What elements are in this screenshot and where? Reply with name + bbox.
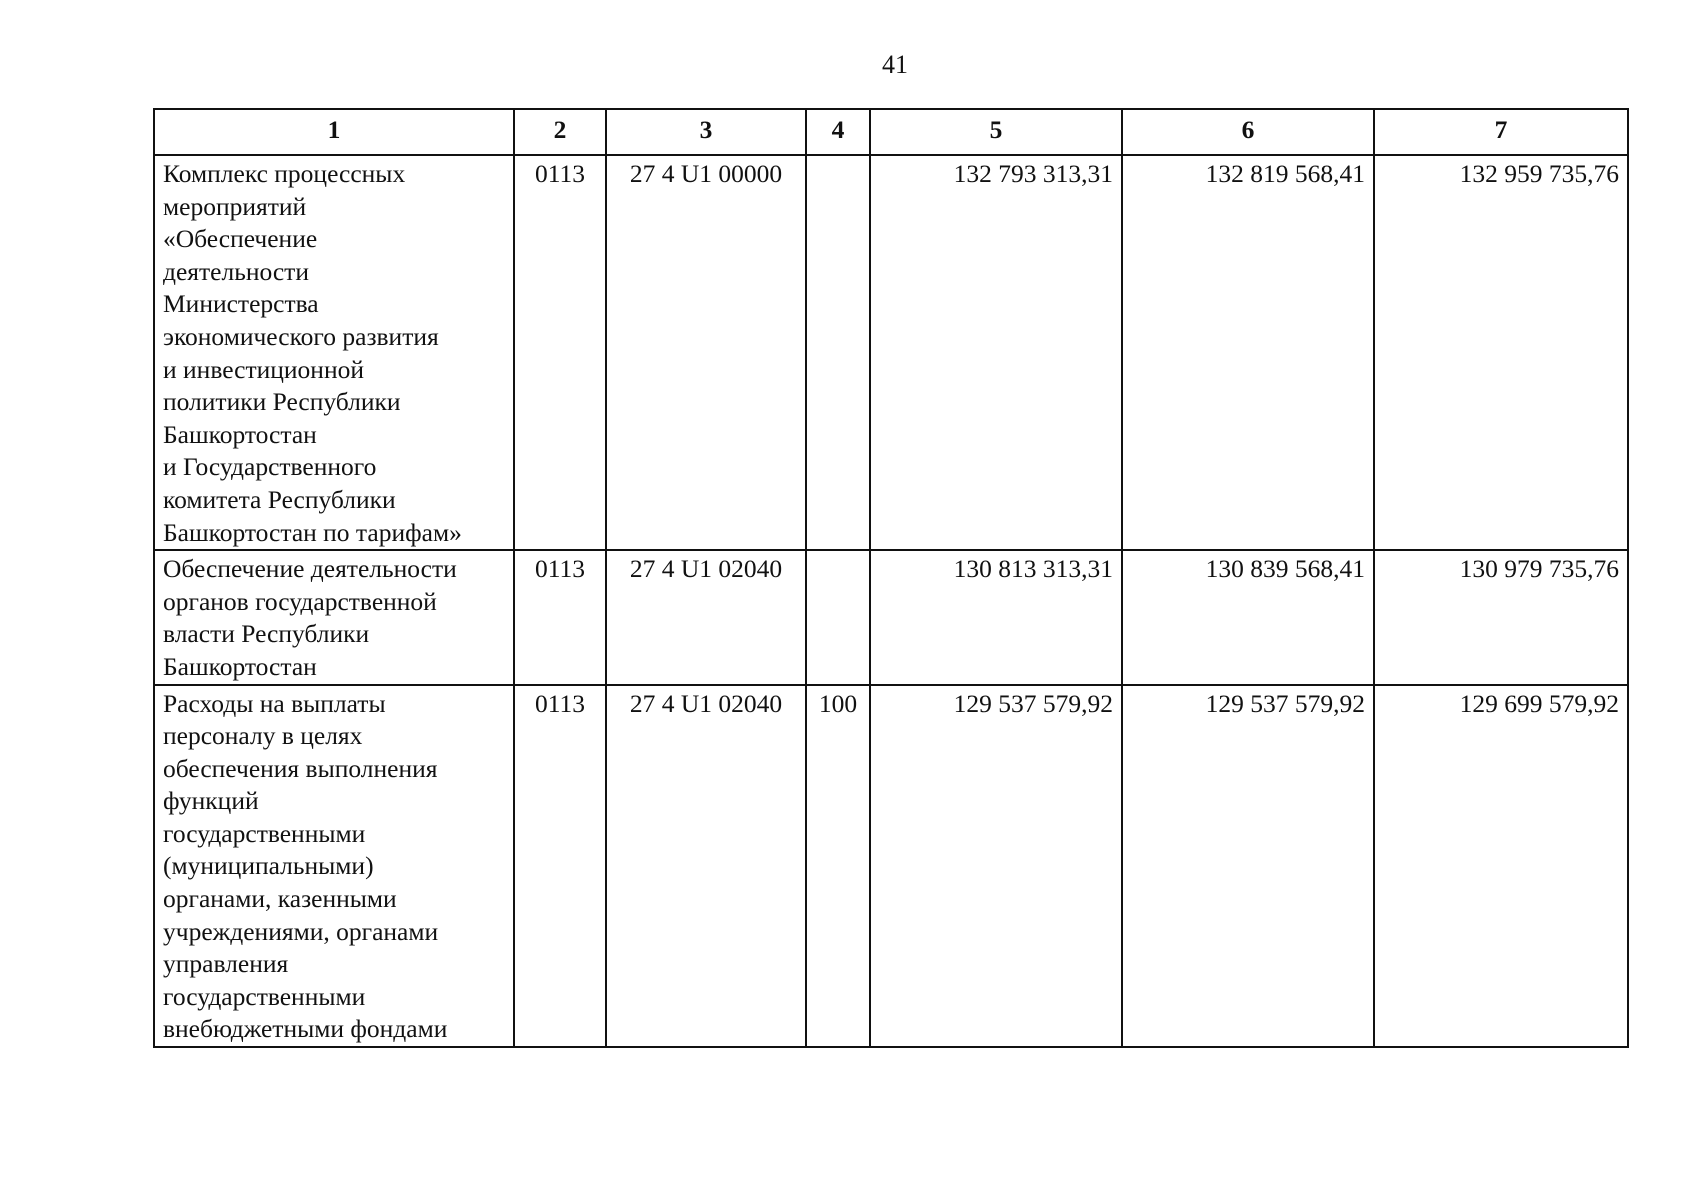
row-target-code: 27 4 U1 00000 (606, 155, 806, 550)
row-expense-type: 100 (806, 685, 870, 1048)
row-amount-col-7: 132 959 735,76 (1374, 155, 1628, 550)
row-section-code: 0113 (514, 550, 606, 684)
row-section-code: 0113 (514, 155, 606, 550)
row-target-code: 27 4 U1 02040 (606, 685, 806, 1048)
header-row (154, 109, 1628, 155)
row-amount-col-5: 132 793 313,31 (870, 155, 1122, 550)
row-section-code: 0113 (514, 685, 606, 1048)
header-col-5: 5 (870, 109, 1122, 155)
row-name: Комплекс процессных мероприятий «Обеспечение деятельности Министерства экономического развития и инвестиционной политики Республики Башкортостан и Государственного комитета Республики Башкортостан по тарифам» (154, 155, 514, 550)
row-amount-col-7: 129 699 579,92 (1374, 685, 1628, 1048)
budget-table (153, 108, 1629, 1048)
header-col-7: 7 (1374, 109, 1628, 155)
row-target-code: 27 4 U1 02040 (606, 550, 806, 684)
row-amount-col-7: 130 979 735,76 (1374, 550, 1628, 684)
header-col-3: 3 (606, 109, 806, 155)
table-row (154, 685, 1628, 1048)
row-amount-col-6: 132 819 568,41 (1122, 155, 1374, 550)
header-col-6: 6 (1122, 109, 1374, 155)
row-name: Расходы на выплаты персоналу в целях обеспечения выполнения функций государственными (муниципальными) органами, казенными учреждениями, органами управления государственными внебюджетными фондами (154, 685, 514, 1048)
row-amount-col-6: 130 839 568,41 (1122, 550, 1374, 684)
row-expense-type (806, 155, 870, 550)
row-expense-type (806, 550, 870, 684)
row-amount-col-5: 130 813 313,31 (870, 550, 1122, 684)
row-amount-col-5: 129 537 579,92 (870, 685, 1122, 1048)
row-name: Обеспечение деятельности органов государственной власти Республики Башкортостан (154, 550, 514, 684)
header-col-4: 4 (806, 109, 870, 155)
row-amount-col-6: 129 537 579,92 (1122, 685, 1374, 1048)
header-col-1: 1 (154, 109, 514, 155)
page-number: 41 (882, 50, 908, 79)
header-col-2: 2 (514, 109, 606, 155)
table-row (154, 550, 1628, 684)
table-row (154, 155, 1628, 550)
